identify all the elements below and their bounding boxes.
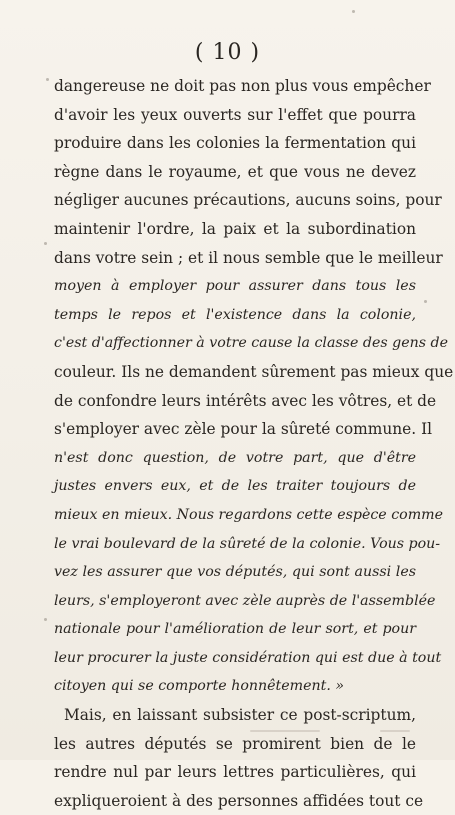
faint-bleedthrough: [380, 730, 410, 732]
text-line: maintenir l'ordre, la paix et la subordination: [54, 219, 416, 238]
text-line-italic: citoyen qui se comporte honnêtement. »: [54, 678, 345, 695]
text-line: de confondre leurs intérêts avec les vôtres, et de: [54, 391, 437, 410]
text-line: règne dans le royaume, et que vous ne devez: [54, 162, 416, 181]
text-line: s'employer avec zèle pour la sûreté commune. Il: [54, 420, 433, 439]
text-line: rendre nul par leurs lettres particulières, qui: [54, 763, 416, 782]
body-text: [54, 72, 454, 815]
text-line-italic: nationale pour l'amélioration de leur sort, et pour: [54, 621, 416, 638]
text-line: les autres députés se promirent bien de le: [54, 734, 416, 753]
text-line-italic: leurs, s'employeront avec zèle auprès de l'assemblée: [54, 592, 436, 609]
text-line-italic: vez les assurer que vos députés, qui sont aussi les: [54, 564, 416, 581]
ink-speck: [424, 300, 427, 303]
text-line-italic: c'est d'affectionner à votre cause la classe des gens de: [54, 335, 449, 352]
text-line-italic: temps le repos et l'existence dans la colonie,: [54, 306, 416, 323]
text-line: expliqueroient à des personnes affidées tout ce: [54, 791, 424, 810]
text-line-italic: justes envers eux, et de les traiter toujours de: [54, 478, 416, 495]
ink-speck: [44, 242, 47, 245]
ink-speck: [44, 618, 47, 621]
text-line: Mais, en laissant subsister ce post-scriptum,: [64, 706, 416, 725]
text-line-italic: leur procurer la juste considération qui est due à tout: [54, 649, 442, 666]
text-line: d'avoir les yeux ouverts sur l'effet que pourra: [54, 105, 416, 124]
ink-speck: [352, 10, 355, 13]
text-line-italic: mieux en mieux. Nous regardons cette espèce comme: [54, 506, 444, 523]
ink-speck: [46, 78, 49, 81]
page-number: ( 10 ): [194, 40, 261, 65]
text-line: négliger aucunes précautions, aucuns soins, pour: [54, 191, 442, 210]
text-line: dans votre sein ; et il nous semble que le meilleur: [54, 248, 443, 267]
text-line-italic: le vrai boulevard de la sûreté de la colonie. Vous pou-: [54, 535, 441, 552]
text-line: dangereuse ne doit pas non plus vous empêcher: [54, 77, 431, 95]
text-line: couleur. Ils ne demandent sûrement pas mieux que: [54, 362, 454, 381]
faint-bleedthrough: [250, 730, 320, 732]
text-line: produire dans les colonies la fermentation qui: [54, 134, 416, 153]
text-line-italic: n'est donc question, de votre part, que d'être: [54, 449, 416, 466]
text-line-italic: moyen à employer pour assurer dans tous les: [54, 278, 416, 295]
